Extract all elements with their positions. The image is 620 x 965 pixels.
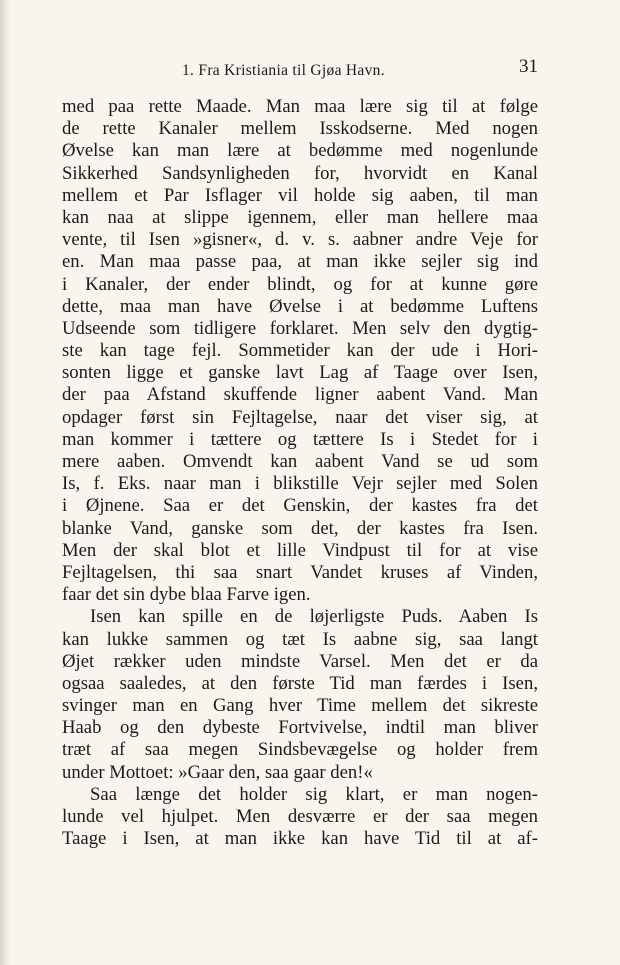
text-line: ste kan tage fejl. Sommetider kan der ude i Hori-: [62, 340, 538, 362]
text-line: træt af saa megen Sindsbevægelse og holder frem: [62, 739, 538, 761]
text-line: Haab og den dybeste Fortvivelse, indtil man bliver: [62, 717, 538, 739]
text-line: svinger man en Gang hver Time mellem det sikreste: [62, 695, 538, 717]
text-line: man kommer i tættere og tættere Is i Stedet for i: [62, 428, 538, 450]
paragraph-start-line: Saa længe det holder sig klart, er man nogen-: [90, 783, 538, 805]
paragraph-start-line: Isen kan spille en de løjerligste Puds. Aaben Is: [90, 606, 538, 628]
text-line: de rette Kanaler mellem Isskodserne. Med nogen: [62, 118, 538, 140]
text-line: Fejltagelsen, thi saa snart Vandet kruses af Vinden,: [62, 561, 538, 583]
text-line: med paa rette Maade. Man maa lære sig til at følge: [62, 96, 538, 117]
text-line: Men der skal blot et lille Vindpust til for at vise: [62, 539, 538, 561]
paragraph-end-line: under Mottoet: »Gaar den, saa gaar den!«: [62, 761, 373, 783]
text-line: Taage i Isen, at man ikke kan have Tid til at af-: [62, 828, 538, 850]
text-line: Udseende som tidligere forklaret. Men selv den dygtig-: [62, 317, 538, 339]
text-line: vente, til Isen »gisner«, d. v. s. aabner andre Veje for: [62, 229, 538, 251]
text-line: i Øjnene. Saa er det Genskin, der kastes fra det: [62, 495, 538, 517]
text-line: blanke Vand, ganske som det, der kastes fra Isen.: [62, 517, 538, 539]
text-line: lunde vel hjulpet. Men desværre er der saa megen: [62, 806, 538, 827]
text-line: Is, f. Eks. naar man i blikstille Vejr sejler med Solen: [62, 473, 538, 495]
text-line: kan lukke sammen og tæt Is aabne sig, saa langt: [62, 628, 538, 650]
page-header: [62, 56, 538, 82]
text-line: mellem et Par Isflager vil holde sig aaben, til man: [62, 184, 538, 206]
text-line: i Kanaler, der ender blindt, og for at kunne gøre: [62, 273, 538, 295]
text-line: ogsaa saaledes, at den første Tid man færdes i Isen,: [62, 672, 538, 694]
text-line: opdager først sin Fejltagelse, naar det viser sig, at: [62, 406, 538, 428]
text-line: en. Man maa passe paa, at man ikke sejler sig ind: [62, 251, 538, 273]
body-text: [62, 96, 538, 850]
text-line: sonten ligge et ganske lavt Lag af Taage over Isen,: [62, 362, 538, 384]
page-gutter-shadow: [0, 0, 10, 965]
text-line: der paa Afstand skuffende ligner aabent Vand. Man: [62, 384, 538, 406]
text-line: kan naa at slippe igennem, eller man hellere maa: [62, 206, 538, 228]
running-title: 1. Fra Kristiania til Gjøa Havn.: [182, 62, 385, 79]
text-line: dette, maa man have Øvelse i at bedømme Luftens: [62, 295, 538, 317]
text-line: Øjet rækker uden mindste Varsel. Men det er da: [62, 650, 538, 672]
text-line: Sikkerhed Sandsynligheden for, hvorvidt en Kanal: [62, 162, 538, 184]
page-number: 31: [519, 56, 538, 77]
text-line: mere aaben. Omvendt kan aabent Vand se ud som: [62, 451, 538, 472]
text-line: Øvelse kan man lære at bedømme med nogenlunde: [62, 140, 538, 162]
paragraph-end-line: faar det sin dybe blaa Farve igen.: [62, 584, 311, 606]
